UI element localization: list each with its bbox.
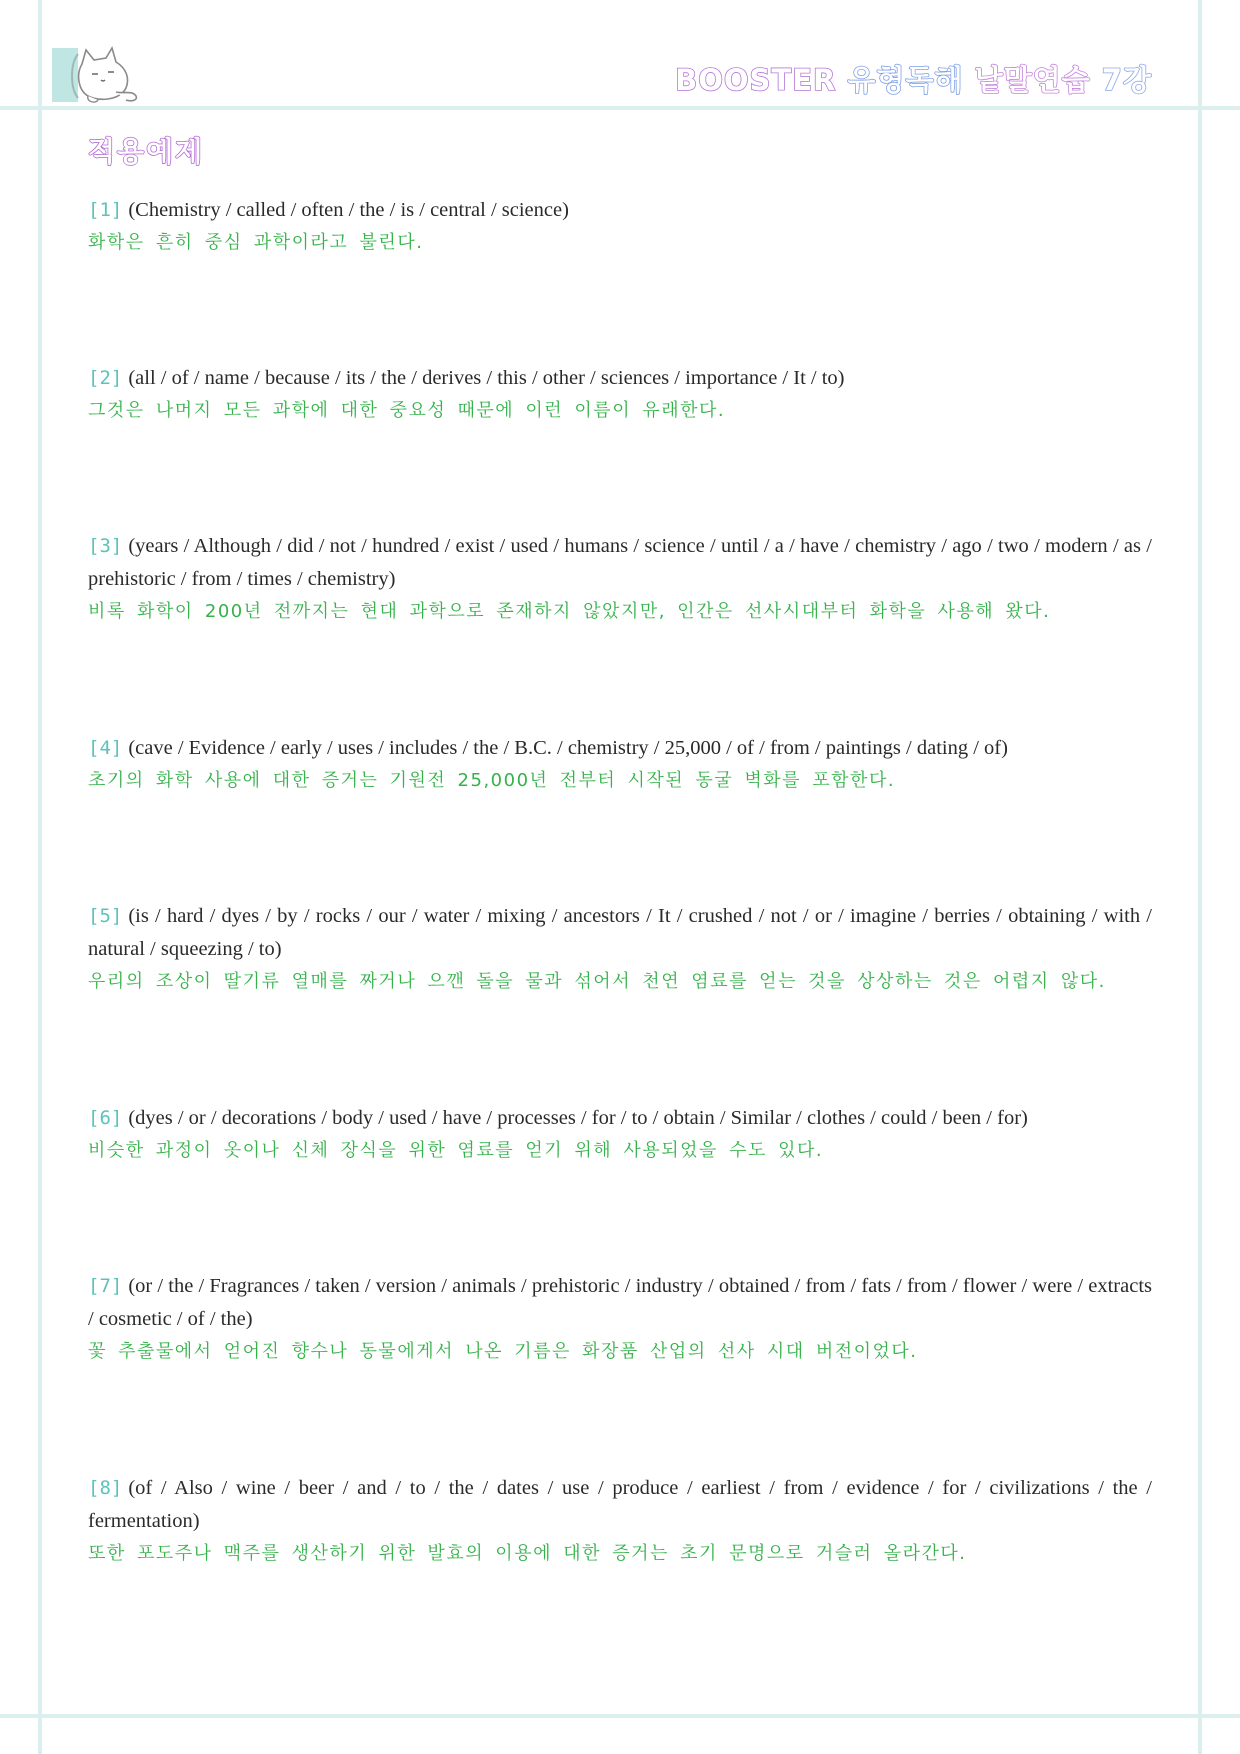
question-item (88, 732, 1152, 797)
question-item (88, 1472, 1152, 1570)
question-number: [8] (88, 1477, 123, 1499)
scrambled-words: (Chemistry / called / often / the / is / central / science) (128, 199, 569, 221)
question-number: [6] (88, 1107, 123, 1129)
question-english (88, 362, 1152, 395)
question-number: [1] (88, 199, 123, 221)
korean-translation: 그것은 나머지 모든 과학에 대한 중요성 때문에 이런 이름이 유래한다. (88, 400, 726, 421)
question-english (88, 900, 1152, 966)
cat-logo-icon (52, 44, 144, 106)
korean-translation: 꽃 추출물에서 얻어진 향수나 동물에게서 나온 기름은 화장품 산업의 선사 시대 버전이었다. (88, 1341, 918, 1362)
frame-bottom-line (0, 1714, 1240, 1718)
frame-left-line (38, 0, 42, 1754)
question-item (88, 362, 1152, 427)
header-booster: BOOSTER (675, 63, 837, 97)
scrambled-words: (all / of / name / because / its / the / derives / this / other / sciences / importance / It / to) (128, 367, 845, 389)
korean-translation: 화학은 흔히 중심 과학이라고 불린다. (88, 232, 424, 253)
frame-right-line (1198, 0, 1202, 1754)
scrambled-words: (is / hard / dyes / by / rocks / our / water / mixing / ancestors / It / crushed / not / or / imagine / berries / obtaining / with / natural / squeezing / to) (88, 905, 1152, 960)
scrambled-words: (of / Also / wine / beer / and / to / the / dates / use / produce / earliest / from / evidence / for / civilizations / the / fermentation) (88, 1477, 1152, 1532)
header-lesson: 7강 (1101, 63, 1152, 97)
question-english (88, 194, 1152, 227)
scrambled-words: (years / Although / did / not / hundred / exist / used / humans / science / until / a / have / chemistry / ago / two / modern / as / prehistoric / from / times / chemistry) (88, 535, 1152, 590)
question-english (88, 1102, 1152, 1135)
question-number: [2] (88, 367, 123, 389)
scrambled-words: (or / the / Fragrances / taken / version / animals / prehistoric / industry / obtained / from / fats / from / flower / were / extracts / cosmetic / of / the) (88, 1275, 1152, 1330)
question-english (88, 1472, 1152, 1538)
question-number: [5] (88, 905, 123, 927)
page-header-title (675, 58, 1152, 99)
question-english (88, 1270, 1152, 1336)
frame-top-line (0, 106, 1240, 110)
scrambled-words: (dyes / or / decorations / body / used / have / processes / for / to / obtain / Similar / clothes / could / been / for) (128, 1107, 1028, 1129)
question-number: [3] (88, 535, 123, 557)
header-word-practice: 낱말연습 (974, 63, 1091, 97)
question-item (88, 1102, 1152, 1167)
question-number: [4] (88, 737, 123, 759)
korean-translation: 우리의 조상이 딸기류 열매를 짜거나 으깬 돌을 물과 섞어서 천연 염료를 얻는 것을 상상하는 것은 어렵지 않다. (88, 971, 1106, 992)
question-item (88, 530, 1152, 628)
korean-translation: 초기의 화학 사용에 대한 증거는 기원전 25,000년 전부터 시작된 동굴 벽화를 포함한다. (88, 770, 896, 791)
section-title: 적용예제 (88, 135, 205, 168)
question-english (88, 530, 1152, 596)
header-type-reading: 유형독해 (847, 63, 964, 97)
question-english (88, 732, 1152, 765)
korean-translation: 비슷한 과정이 옷이나 신체 장식을 위한 염료를 얻기 위해 사용되었을 수도 있다. (88, 1140, 824, 1161)
question-item (88, 900, 1152, 998)
question-item (88, 194, 1152, 259)
question-number: [7] (88, 1275, 123, 1297)
korean-translation: 비록 화학이 200년 전까지는 현대 과학으로 존재하지 않았지만, 인간은 선사시대부터 화학을 사용해 왔다. (88, 601, 1051, 622)
scrambled-words: (cave / Evidence / early / uses / includes / the / B.C. / chemistry / 25,000 / of / from / paintings / dating / of) (128, 737, 1008, 759)
question-item (88, 1270, 1152, 1368)
korean-translation: 또한 포도주나 맥주를 생산하기 위한 발효의 이용에 대한 증거는 초기 문명으로 거슬러 올라간다. (88, 1543, 967, 1564)
